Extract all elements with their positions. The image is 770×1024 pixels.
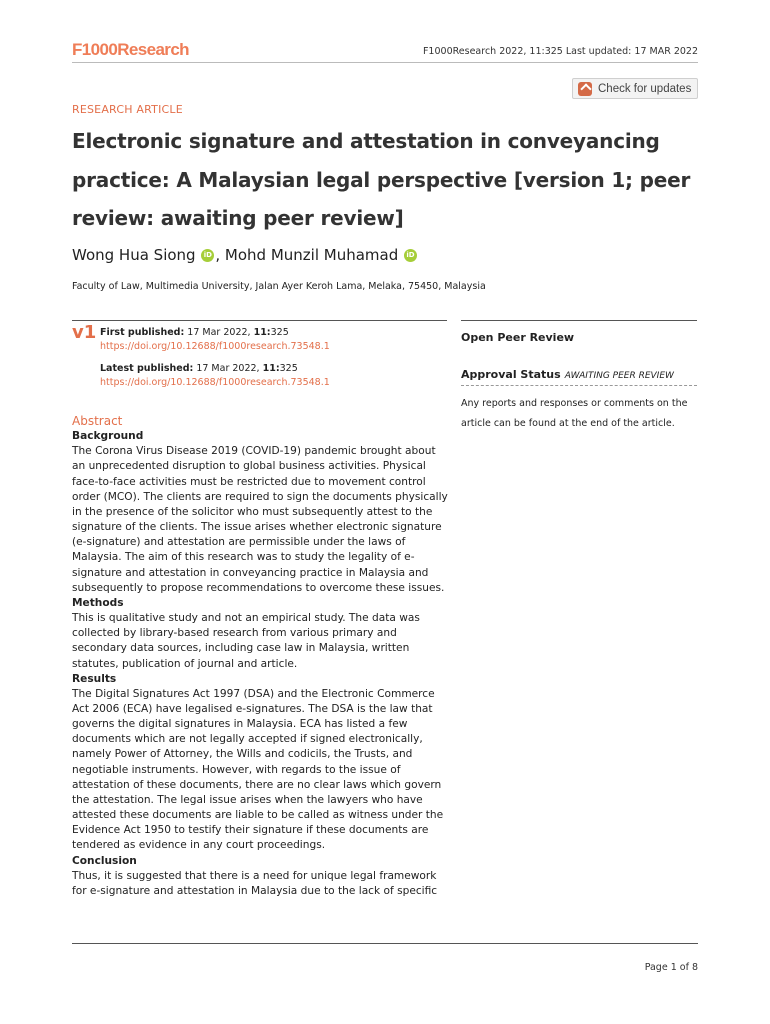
first-published-label: First published:	[100, 327, 185, 338]
footer-divider	[72, 943, 698, 944]
open-peer-review-title: Open Peer Review	[461, 331, 575, 344]
f1000research-logo[interactable]	[72, 40, 189, 60]
background-heading: Background	[72, 430, 144, 443]
conclusion-text: Thus, it is suggested that there is a need for unique legal framework for e-signature and attestation in Malaysia due to the lack of specific	[72, 869, 438, 897]
first-published-line	[100, 326, 330, 340]
check-for-updates-label: Check for updates	[598, 82, 692, 95]
article-title: Electronic signature and attestation in conveyancing practice: A Malaysian legal perspective [version 1; peer review: awaiting peer review]	[72, 129, 691, 230]
spacer	[100, 354, 330, 362]
results-text: The Digital Signatures Act 1997 (DSA) and the Electronic Commerce Act 2006 (ECA) have legalised e-signatures. The DSA is the law that governs the digital signatures in Malaysia. ECA has listed a few documents which are not legally accepted if signed electronically, namely Power of Attorney, the Wills and codicils, the Trusts, and negotiable instruments. However, with regards to the issue of attestation of these documents, there are no clear laws which govern the attestation. The legal issue arises when the lawyers who have attested these documents are liable to be called as witness under the Evidence Act 1950 to testify their signature if these documents are tendered as evidence in any court proceedings.	[72, 687, 444, 852]
first-published-volume: 11:	[253, 327, 271, 338]
review-note: Any reports and responses or comments on the article can be found at the end of the article.	[461, 398, 688, 429]
page-number: Page 1 of 8	[644, 962, 698, 973]
approval-status-label: Approval Status	[461, 368, 561, 381]
methods-text: This is qualitative study and not an empirical study. The data was collected by library-based research from various primary and secondary data sources, including case law in Malaysia, written statutes, publication of journal and article.	[72, 612, 420, 670]
author-list	[72, 246, 418, 264]
review-divider	[461, 320, 697, 321]
logo-prefix: F1000	[72, 40, 118, 59]
version-divider	[72, 320, 447, 321]
orcid-icon[interactable]: iD	[201, 249, 214, 262]
version-badge: v1	[72, 322, 97, 343]
latest-published-page: 325	[279, 363, 298, 374]
header-divider	[72, 62, 698, 63]
approval-divider	[461, 385, 697, 386]
methods-heading: Methods	[72, 596, 124, 609]
publication-history	[100, 326, 330, 390]
citation-line: F1000Research 2022, 11:325 Last updated: 17 MAR 2022	[422, 46, 698, 57]
first-published-page: 325	[270, 327, 289, 338]
author-name[interactable]: Wong Hua Siong	[72, 246, 196, 264]
first-published-date: 17 Mar 2022,	[184, 327, 254, 338]
latest-published-line	[100, 362, 330, 376]
latest-published-date: 17 Mar 2022,	[193, 363, 263, 374]
abstract-heading: Abstract	[72, 414, 123, 428]
article-type: RESEARCH ARTICLE	[72, 103, 183, 116]
author-separator: ,	[215, 246, 225, 264]
results-heading: Results	[72, 672, 117, 685]
affiliation: Faculty of Law, Multimedia University, Jalan Ayer Keroh Lama, Melaka, 75450, Malaysia	[72, 281, 486, 292]
check-for-updates-button[interactable]	[572, 78, 698, 99]
approval-status-value: AWAITING PEER REVIEW	[564, 371, 674, 381]
orcid-icon[interactable]: iD	[404, 249, 417, 262]
latest-published-volume: 11:	[262, 363, 280, 374]
approval-status	[461, 368, 697, 381]
author-name[interactable]: Mohd Munzil Muhamad	[224, 246, 399, 264]
latest-published-label: Latest published:	[100, 363, 194, 374]
conclusion-heading: Conclusion	[72, 854, 137, 867]
latest-doi-link[interactable]: https://doi.org/10.12688/f1000research.73548.1	[100, 377, 330, 388]
logo-suffix: Research	[117, 40, 189, 59]
first-doi-link[interactable]: https://doi.org/10.12688/f1000research.73548.1	[100, 341, 330, 352]
open-peer-review-panel	[461, 320, 697, 434]
abstract	[72, 414, 450, 899]
crossmark-icon	[578, 82, 592, 96]
background-text: The Corona Virus Disease 2019 (COVID-19) pandemic brought about an unprecedented disruption to global business activities. Physical face-to-face activities must be restricted due to movement control order (MCO). The clients are required to sign the documents physically in the presence of the solicitor who must subsequently attest to the signature of the clients. The issue arises whether electronic signature (e-signature) and attestation are permissible under the laws of Malaysia. The aim of this research was to study the legality of e-signature and attestation in conveyancing practice in Malaysia and subsequently to propose recommendations to overcome these issues.	[72, 445, 448, 594]
